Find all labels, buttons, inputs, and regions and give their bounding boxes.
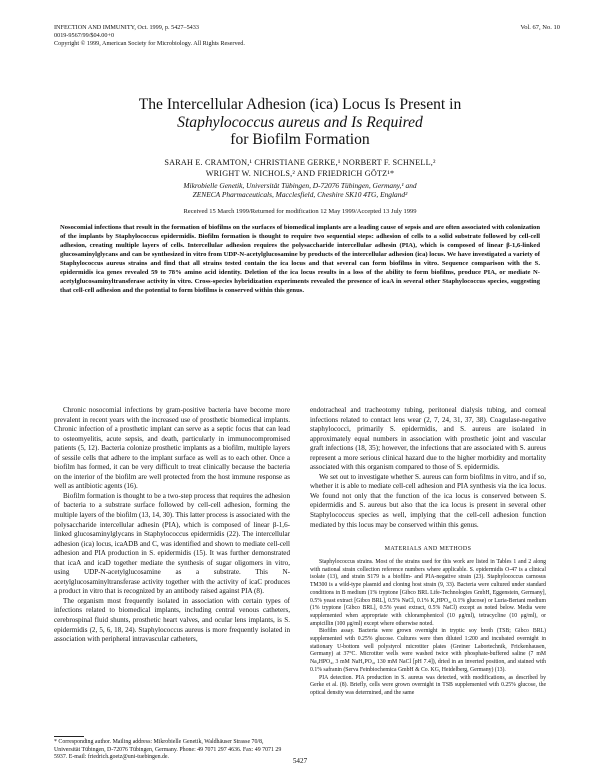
methods-paragraph: Staphylococcus strains. Most of the strains used for this work are listed in Tables 1 and 2 along with national strain collection reference numbers where applicable. S. epidermidis O-47 is a clinical isolate (13), and strain S179 is a biofilm- and PIA-negative strain (23). Staphylococcus carnosus TM300 is a wild-type plasmid and cloning host strain (9, 33). Bacteria were cultured under standard conditions in B medium (1% tryptone [Gibco BRL Life-Technologies GmbH, Eggenstein, Germany], 0.5% yeast extract [Gibco BRL], 0.5% NaCl, 0.1% K₂HPO₄, 0.1% glucose) or Luria-Bertani medium (1% tryptone [Gibco BRL], 0.5% yeast extract, 0.5% NaCl) except as noted below. Media were supplemented when appropriate with chloramphenicol (10 μg/ml), tetracycline (10 μg/ml), or ampicillin (100 μg/ml) except where otherwise noted. xyxy=(310,559,546,627)
authors-line-1: SARAH E. CRAMTON,¹ CHRISTIANE GERKE,¹ NORBERT F. SCHNELL,² xyxy=(164,158,436,167)
abstract: Nosocomial infections that result in the formation of biofilms on the surfaces of biomedical implants are a leading cause of sepsis and are often associated with colonization of the implants by Staphylococcus epidermidis. Biofilm formation is thought to require two sequential steps: adhesion of cells to a solid substrate followed by cell-cell adhesion, creating multiple layers of cells. Intercellular adhesion requires the polysaccharide intercellular adhesin (PIA), which is composed of linear β-1,6-linked glucosaminylglycans and can be synthesized in vitro from UDP-N-acetylglucosamine by products of the intercellular adhesion (ica) locus. We have investigated a variety of Staphylococcus aureus strains and find that all strains tested contain the ica locus and that several can form biofilms in vitro. Sequence comparison with the S. epidermidis ica genes revealed 59 to 78% amino acid identity. Deletion of the ica locus results in a loss of the ability to form biofilms, produce PIA, or mediate N-acetylglucosaminyltransferase activity in vitro. Cross-species hybridization experiments revealed the presence of icaA in several other Staphylococcus species, suggesting that cell-cell adhesion and the potential to form biofilms is conserved within this genus. xyxy=(60,224,540,294)
paper-title xyxy=(40,96,560,149)
authors-line-2: WRIGHT W. NICHOLS,² AND FRIEDRICH GÖTZ¹* xyxy=(205,169,395,179)
affiliations xyxy=(40,181,560,200)
received-dates: Received 15 March 1999/Returned for modification 12 May 1999/Accepted 13 July 1999 xyxy=(183,208,417,215)
author-list xyxy=(40,157,560,180)
right-column xyxy=(310,406,546,530)
footnote-rule xyxy=(54,736,84,737)
section-heading: MATERIALS AND METHODS xyxy=(384,546,472,552)
title-line-2: Staphylococcus aureus and Is Required xyxy=(177,113,423,131)
volume-info: Vol. 67, No. 10 xyxy=(520,24,560,31)
title-line-3: for Biofilm Formation xyxy=(230,131,370,148)
body-paragraph: The organism most frequently isolated in association with certain types of infections related to biomedical implants, including central venous catheters, cerebrospinal fluid shunts, prosthetic heart valves, and ocular lens implants, is S. epidermidis (2, 5, 6, 18, 24). Staphylococcus aureus is more frequently isolated in association with peripheral intravascular catheters, xyxy=(54,596,290,644)
methods-text xyxy=(310,559,546,698)
affiliation-line-2: ZENECA Pharmaceuticals, Macclesfield, Cheshire SK10 4TG, England² xyxy=(192,190,408,200)
page-number: 5427 xyxy=(292,757,308,765)
copyright: Copyright © 1999, American Society for Microbiology. All Rights Reserved. xyxy=(54,40,245,47)
left-column xyxy=(54,406,290,645)
issn: 0019-9567/99/$04.00+0 xyxy=(54,32,115,39)
body-paragraph: We set out to investigate whether S. aureus can form biofilms in vitro, and if so, whether it is able to mediate cell-cell adhesion and PIA synthesis via the ica locus. We found not only that the function of the ica locus is conserved between S. epidermidis and S. aureus but also that the ica locus is present in several other Staphylococcus species as well, implying that the cell-cell adhesion function mediated by this locus may be conserved within this genus. xyxy=(310,472,546,529)
methods-paragraph: PIA detection. PIA production in S. aureus was detected, with modifications, as described by Gerke et al. (8). Briefly, cells were grown overnight in TSB supplemented with 0.25% glucose, the optical density was determined, and the same xyxy=(310,674,546,696)
body-paragraph: endotracheal and tracheotomy tubing, peritoneal dialysis tubing, and corneal infections related to contact lens wear (2, 7, 24, 31, 37, 38). Coagulase-negative staphylococci, primarily S. epidermidis, and S. aureus are isolated in approximately equal numbers in association with prosthetic joint and vascular graft infections (18, 35); however, the infections that are associated with S. aureus represent a more serious clinical hazard due to the higher morbidity and mortality associated with this organism compared to those of S. epidermidis. xyxy=(310,406,546,472)
body-paragraph: Biofilm formation is thought to be a two-step process that requires the adhesion of bacteria to a substrate surface followed by cell-cell adhesion, forming the multiple layers of the biofilm (13, 14, 30). This latter process is associated with the polysaccharide intercellular adhesin (PIA), which is composed of linear β-1,6-linked glucosaminylglycans in Staphylococcus epidermidis (22). The intercellular adhesion (ica) locus, icaADB and C, was identified and shown to mediate cell-cell adhesion and PIA production in S. epidermidis (15). It was further demonstrated that icaA and icaD together mediate the synthesis of sugar oligomers in vitro, using UDP-N-acetylglucosamine as a substrate. This N-acetylglucosaminyltransferase activity together with the activity of icaC produces a product in vitro that is recognized by an antibody raised against PIA (8). xyxy=(54,491,290,596)
corresponding-author-footnote: * Corresponding author. Mailing address: Mikrobielle Genetik, Waldhäuser Strasse 70/8, Universität Tübingen, D-72076 Tübingen, Germany. Phone: 49 7071 297 4636. Fax: 49 7071 29 5937. E-mail: friedrich.goetz@uni-tuebingen.de. xyxy=(54,739,282,761)
title-line-1: The Intercellular Adhesion (ica) Locus Is Present in xyxy=(138,96,462,113)
affiliation-line-1: Mikrobielle Genetik, Universität Tübingen, D-72076 Tübingen, Germany,¹ and xyxy=(183,181,417,190)
journal-citation: INFECTION AND IMMUNITY, Oct. 1999, p. 5427–5433 xyxy=(54,24,199,31)
body-paragraph: Chronic nosocomial infections by gram-positive bacteria have become more prevalent in recent years with the increased use of prosthetic biomedical implants. Chronic infection of a prosthetic implant can serve as a septic focus that can lead to osteomyelitis, acute sepsis, and death, particularly in immunocompromised patients (5, 12). Bacteria colonize prosthetic implants as a biofilm, multiple layers of sessile cells that adhere to the implant surface as well as to each other. Once a biofilm has formed, it can be very difficult to treat clinically because the bacteria on the interior of the biofilm are well protected from the host immune response as well as antibiotic agents (16). xyxy=(54,406,290,491)
methods-paragraph: Biofilm assay. Bacteria were grown overnight in tryptic soy broth (TSB; Gibco BRL) supplemented with 0.25% glucose. Cultures were then diluted 1:200 and incubated overnight in stationary U-bottom well polystyrol microtiter plates (Greiner Labortechnik, Frickenhausen, Germany) at 37°C. Microtiter wells were washed twice with phosphate-buffered saline (7 mM Na₂HPO₄, 3 mM NaH₂PO₄, 130 mM NaCl [pH 7.4]), dried in an inverted position, and stained with 0.1% safranin (Serva Feinbiochemica GmbH & Co. KG, Heidelberg, Germany) (13). xyxy=(310,628,546,673)
running-header xyxy=(54,24,245,48)
